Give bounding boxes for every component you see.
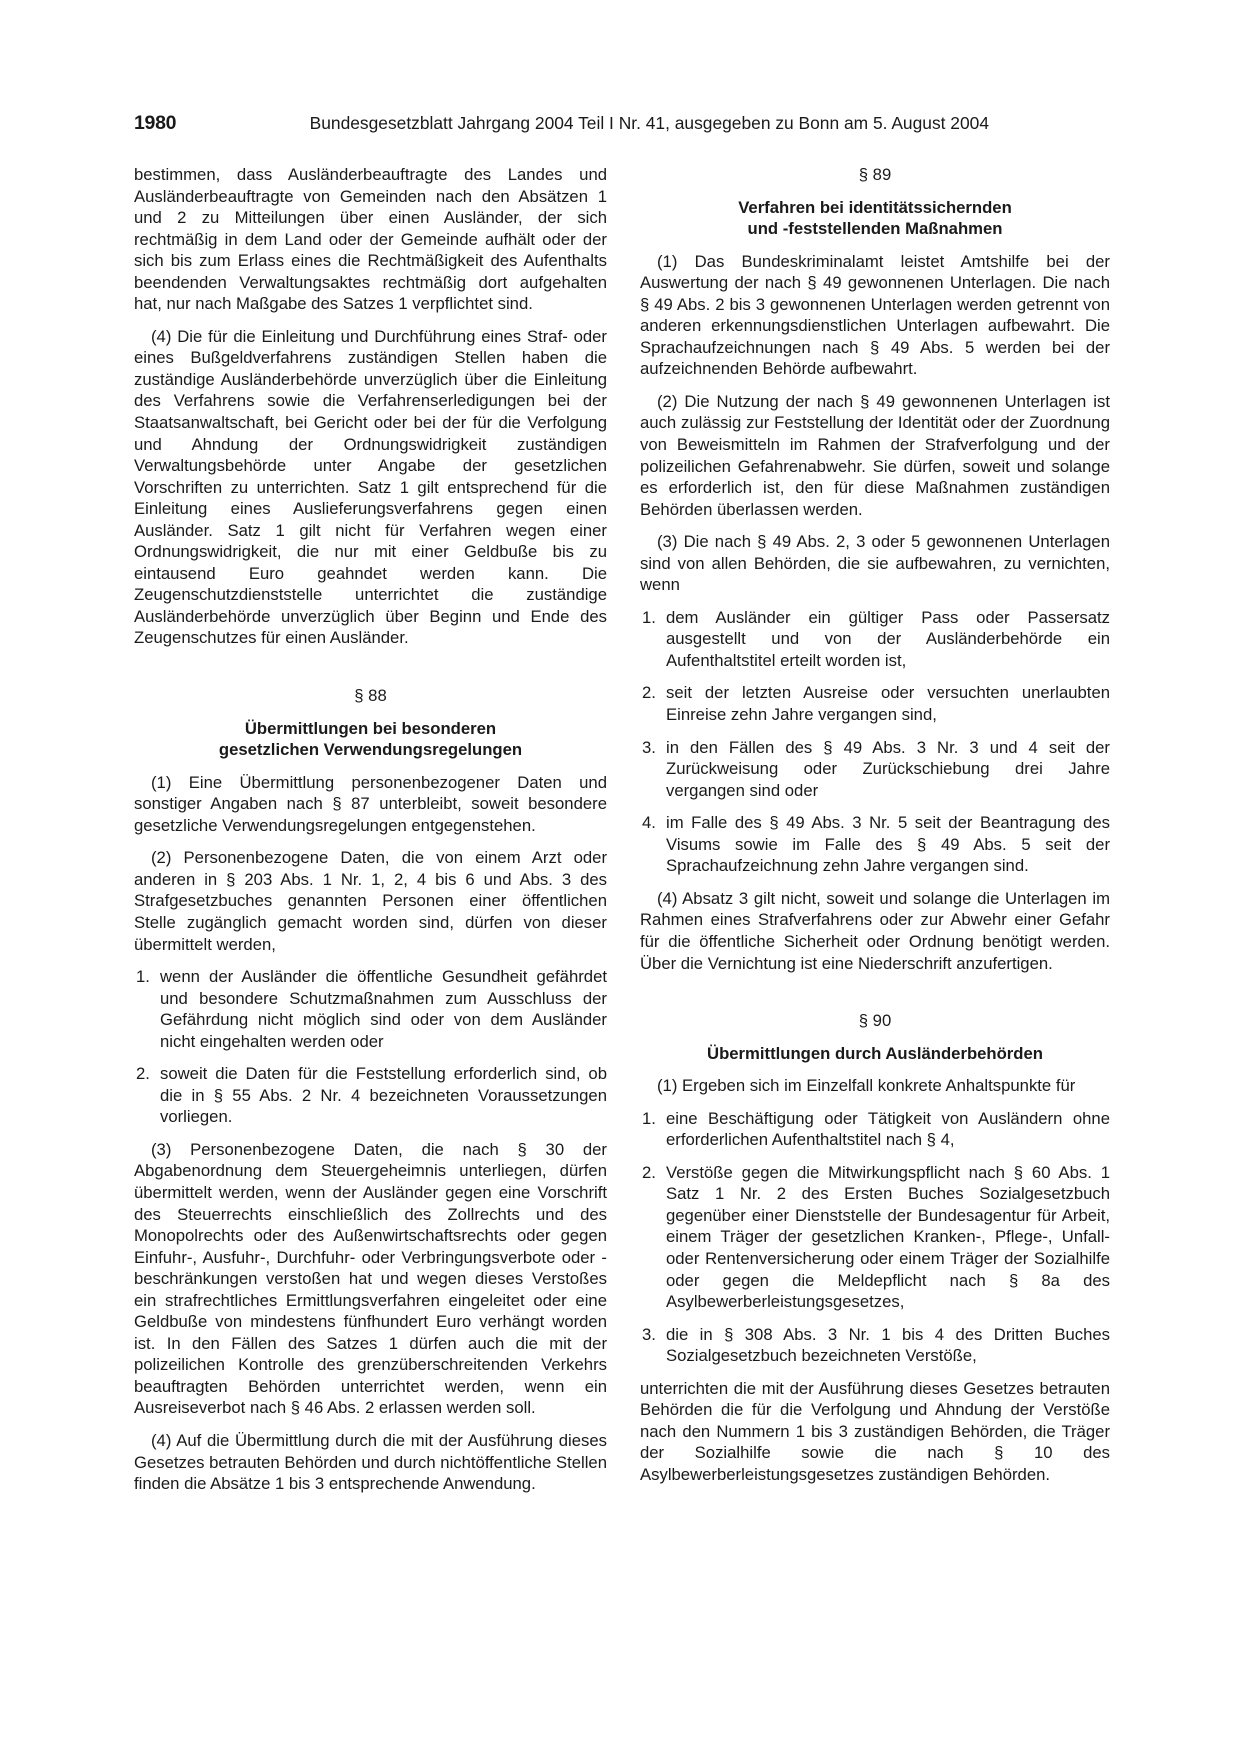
section-89-title-line1: Verfahren bei identitätssichernden — [738, 197, 1012, 217]
paragraph-89-2: (2) Die Nutzung der nach § 49 gewonnenen Unterlagen ist auch zulässig zur Feststellung der Identität oder der Zuordnung von Beweismitteln im Rahmen der Strafverfolgung und der polizeilichen Gefahrenabwehr. Sie dürfen, soweit und solange es erforderlich ist, den für diese Maßnahmen zuständigen Behörden überlassen werden. — [640, 391, 1110, 519]
section-88-title — [134, 718, 607, 761]
list-item-text: dem Ausländer ein gültiger Pass oder Passersatz ausgestellt und von der Ausländerbehörde ein Aufenthaltstitel erteilt worden ist, — [666, 607, 1110, 670]
list-item-text: in den Fällen des § 49 Abs. 3 Nr. 3 und 4 seit der Zurückweisung oder Zurückschiebung drei Jahre vergangen sind oder — [666, 737, 1110, 800]
paragraph-90-1: (1) Ergeben sich im Einzelfall konkrete Anhaltspunkte für — [657, 1076, 1076, 1096]
section-89-title-line2: und -feststellenden Maßnahmen — [747, 219, 1003, 239]
paragraph-88-4: (4) Auf die Übermittlung durch die mit der Ausführung dieses Gesetzes betrauten Behörden und durch nichtöffentliche Stellen finden die Absätze 1 bis 3 entsprechende Anwendung. — [134, 1430, 607, 1494]
list-item-text: eine Beschäftigung oder Tätigkeit von Ausländern ohne erforderlichen Aufenthaltstitel nach § 4, — [666, 1108, 1110, 1150]
paragraph-continued: bestimmen, dass Ausländerbeauftragte des Landes und Ausländerbeauftragte von Gemeinden nach den Absätzen 1 und 2 zu Mitteilungen über einen Ausländer, der sich rechtmäßig in dem Land oder der Gemeinde aufhält oder der sich bis zum Erlass eines die Rechtmäßigkeit des Aufenthalts beendenden Verwaltungsaktes rechtmäßig dort aufgehalten hat, nur nach Maßgabe des Satzes 1 verpflichtet sind. — [134, 165, 607, 314]
list-item-number: 2. — [642, 683, 656, 703]
page-number: 1980 — [134, 112, 177, 134]
list-item — [640, 682, 1110, 725]
list-item — [640, 1324, 1110, 1367]
page-header — [134, 110, 989, 136]
section-88-number: § 88 — [354, 686, 387, 706]
list-item — [134, 966, 607, 1052]
list-item-number: 1. — [642, 1108, 656, 1128]
running-title: Bundesgesetzblatt Jahrgang 2004 Teil I Nr. 41, ausgegeben zu Bonn am 5. August 2004 — [309, 113, 989, 133]
list-item-text: seit der letzten Ausreise oder versuchten unerlaubten Einreise zehn Jahre vergangen sind, — [666, 683, 1110, 725]
paragraph-88-3: (3) Personenbezogene Daten, die nach § 30 der Abgabenordnung dem Steuergeheimnis unterliegen, dürfen übermittelt werden, wenn der Ausländer gegen eine Vorschrift des Steuerrechts einschließlich des Zollrechts und des Monopolrechts oder des Außenwirtschaftsrechts oder gegen Einfuhr-, Ausfuhr-, Durchfuhr- oder Verbringungsverbote oder -beschränkungen verstoßen hat und wegen dieses Verstoßes ein strafrechtliches Ermittlungsverfahren eingeleitet oder eine Geldbuße von mindestens fünfhundert Euro verhängt worden ist. In den Fällen des Satzes 1 dürfen auch die mit der polizeilichen Kontrolle des grenzüberschreitenden Verkehrs beauftragten Behörden unterrichtet werden, wenn ein Ausreiseverbot nach § 46 Abs. 2 erlassen werden soll. — [134, 1139, 607, 1418]
list-item — [640, 737, 1110, 802]
list-item — [640, 812, 1110, 877]
section-89-number: § 89 — [858, 165, 892, 184]
list-item-text: wenn der Ausländer die öffentliche Gesundheit gefährdet und besondere Schutzmaßnahmen zum Ausschluss der Gefährdung nicht möglich sind oder von dem Ausländer nicht eingehalten werden oder — [160, 967, 607, 1051]
paragraph-89-1: (1) Das Bundeskriminalamt leistet Amtshilfe bei der Auswertung der nach § 49 gewonnenen Unterlagen. Die nach § 49 Abs. 2 bis 3 gewonnenen Unterlagen werden getrennt von anderen erkennungsdienstlichen Unterlagen aufbewahrt. Die Sprachaufzeichnungen nach § 49 Abs. 5 werden bei der aufzeichnenden Behörde aufbewahrt. — [640, 251, 1110, 379]
section-90-title: Übermittlungen durch Ausländerbehörden — [707, 1043, 1043, 1063]
list-item-text: die in § 308 Abs. 3 Nr. 1 bis 4 des Dritten Buches Sozialgesetzbuch bezeichneten Verstöße, — [666, 1324, 1110, 1366]
paragraph-88-1: (1) Eine Übermittlung personenbezogener Daten und sonstiger Angaben nach § 87 unterbleibt, soweit besondere gesetzliche Verwendungsregelungen entgegenstehen. — [134, 772, 607, 835]
list-item-number: 3. — [642, 737, 656, 757]
list-item-number: 1. — [136, 967, 150, 987]
list-item-number: 2. — [642, 1162, 656, 1182]
list-item-number: 4. — [642, 813, 656, 833]
list-item-number: 3. — [642, 1324, 656, 1344]
list-item — [134, 1063, 607, 1128]
section-88-title-line1: Übermittlungen bei besonderen — [244, 718, 497, 738]
list-item — [640, 607, 1110, 672]
paragraph-89-4: (4) Absatz 3 gilt nicht, soweit und solange die Unterlagen im Rahmen eines Strafverfahrens oder zur Abwehr einer Gefahr für die öffentliche Sicherheit oder Ordnung benötigt werden. Über die Vernichtung ist eine Niederschrift anzufertigen. — [640, 888, 1110, 973]
right-column — [640, 164, 1110, 1496]
list-item-text: im Falle des § 49 Abs. 3 Nr. 5 seit der Beantragung des Visums sowie im Falle des § 49 Abs. 5 seit der Sprachaufzeichnung zehn Jahre vergangen sind. — [666, 813, 1110, 876]
paragraph-88-2: (2) Personenbezogene Daten, die von einem Arzt oder anderen in § 203 Abs. 1 Nr. 1, 2, 4 bis 6 und Abs. 3 des Strafgesetzbuches genannten Personen einer öffentlichen Stelle zugänglich gemacht worden sind, dürfen von dieser übermittelt werden, — [134, 848, 607, 954]
list-item — [640, 1162, 1110, 1313]
section-88-title-line2: gesetzlichen Verwendungsregelungen — [218, 740, 523, 760]
list-item-number: 1. — [642, 607, 656, 627]
list-item-text: soweit die Daten für die Feststellung erforderlich sind, ob die in § 55 Abs. 2 Nr. 4 bezeichneten Voraussetzungen vorliegen. — [160, 1064, 607, 1127]
paragraph-90-1-tail: unterrichten die mit der Ausführung dieses Gesetzes betrauten Behörden die für die Verfolgung und Ahndung der Verstöße nach den Nummern 1 bis 3 zuständigen Behörden, die Träger der Sozialhilfe sowie die nach § 10 des Asylbewerberleistungsgesetzes zuständigen Behörden. — [640, 1378, 1110, 1484]
list-item — [640, 1108, 1110, 1151]
paragraph-89-3: (3) Die nach § 49 Abs. 2, 3 oder 5 gewonnenen Unterlagen sind von allen Behörden, die sie aufbewahren, zu vernichten, wenn — [640, 532, 1110, 595]
section-89-title — [640, 197, 1110, 240]
list-item-number: 2. — [136, 1064, 150, 1084]
section-90-number: § 90 — [858, 1011, 892, 1031]
paragraph-87-4: (4) Die für die Einleitung und Durchführung eines Straf- oder eines Bußgeldverfahrens zuständigen Stellen haben die zuständige Ausländerbehörde unverzüglich über die Einleitung des Verfahrens sowie die Verfahrenserledigungen bei der Staatsanwaltschaft, bei Gericht oder bei der für die Verfolgung und Ahndung der Ordnungswidrigkeit zuständigen Verwaltungsbehörde unter Angabe der gesetzlichen Vorschriften zu unterrichten. Satz 1 gilt entsprechend für die Einleitung eines Auslieferungsverfahrens gegen einen Ausländer. Satz 1 gilt nicht für Verfahren wegen einer Ordnungswidrigkeit, die nur mit einer Geldbuße bis zu eintausend Euro geahndet werden kann. Die Zeugenschutzdienststelle unterrichtet die zuständige Ausländerbehörde unverzüglich über Beginn und Ende des Zeugenschutzes für einen Ausländer. — [134, 326, 607, 648]
left-column — [134, 164, 607, 1506]
list-item-text: Verstöße gegen die Mitwirkungspflicht nach § 60 Abs. 1 Satz 1 Nr. 2 des Ersten Buches Sozialgesetzbuch gegenüber einer Dienststelle der Bundesagentur für Arbeit, einem Träger der gesetzlichen Kranken-, Pflege-, Unfall- oder Rentenversicherung oder einem Träger der Sozialhilfe oder gegen die Meldepflicht nach § 8a des Asylbewerberleistungsgesetzes, — [666, 1162, 1110, 1312]
